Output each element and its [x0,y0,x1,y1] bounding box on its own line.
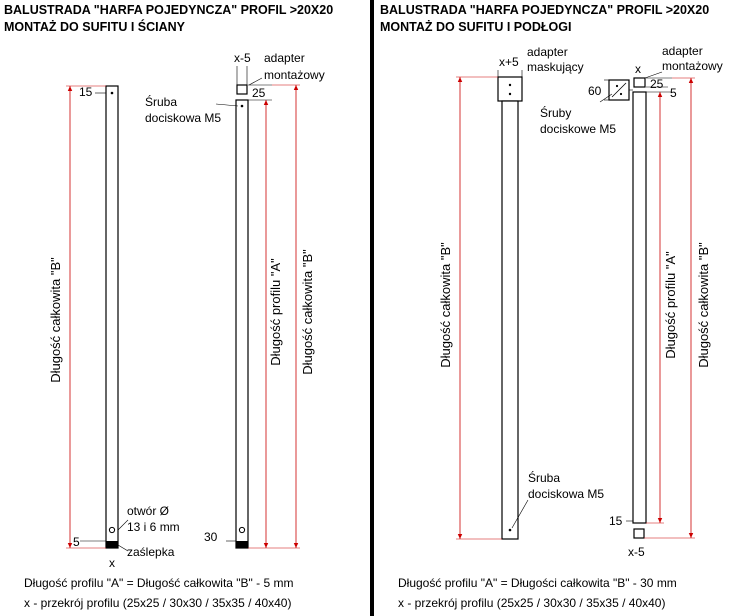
right-dim-25: 25 [650,77,664,91]
right-label-sruby-1: Śruby [540,106,572,120]
right-side-screw-2 [620,93,622,95]
right-label-adapter-1: adapter [662,44,703,58]
left-profile-2-body [236,100,248,548]
left-profile-1-body [106,86,118,548]
right-notes [398,573,677,613]
right-label-dlugosc-b: Długość całkowita "B" [438,242,453,368]
right-label-x: x [635,62,641,76]
left-label-dlugosc-b2: Długość całkowita "B" [300,249,315,375]
right-profile-2-body [633,92,646,523]
right-masking-adapter-icon [498,77,522,101]
left-label-zaslepka: zaślepka [127,545,175,559]
right-title-line2: MONTAŻ DO SUFITU I PODŁOGI [380,20,572,34]
right-dim-15: 15 [609,514,623,528]
left-dim-25: 25 [252,86,266,100]
right-masking-screw-1 [509,84,511,86]
left-label-dlugosc-b: Długość całkowita "B" [48,257,63,383]
right-label-sruba-2: dociskowa M5 [528,487,605,501]
left-dim-5: 5 [73,535,80,549]
left-label-sruba-2: dociskowa M5 [145,111,222,125]
left-end-cap-2-icon [236,541,248,548]
right-title-line1: BALUSTRADA "HARFA POJEDYNCZA" PROFIL >20X20 [380,3,710,17]
right-label-x-minus-5: x-5 [628,545,645,559]
right-label-dlugosc-b2: Długość całkowita "B" [696,242,711,368]
left-label-profil-a: Długość profilu "A" [268,258,283,366]
left-profile-1-top-dot [111,92,114,95]
left-profile-2 [236,85,248,548]
left-label-otwor-1: otwór Ø [127,504,170,518]
right-profile-1-body [502,101,518,539]
right-label-sruby-2: dociskowe M5 [540,122,617,136]
left-profile-1 [106,86,118,548]
right-label-adapter-mask-1: adapter [527,45,568,59]
right-note-line2: x - przekrój profilu (25x25 / 30x30 / 35x35 / 40x40) [398,596,666,610]
right-label-adapter-2: montażowy [662,59,723,73]
left-hole-icon [109,527,114,532]
right-profile-1 [498,77,522,539]
left-adapter-icon [237,85,247,94]
left-hole-2-icon [239,527,244,532]
right-bottom-screw-icon [509,529,512,532]
left-title-line2: MONTAŻ DO SUFITU I ŚCIANY [4,20,186,34]
left-note-line1: Długość profilu "A" = Długość całkowita "B" - 5 mm [24,576,294,590]
right-label-adapter-mask-2: maskujący [527,60,584,74]
left-dim-30: 30 [204,530,218,544]
right-dim-5: 5 [670,86,677,100]
right-bottom-adapter-icon [634,529,644,538]
right-label-sruba-1: Śruba [528,471,561,485]
left-label-adapter-2: montażowy [264,68,325,82]
left-label-x: x [109,556,115,570]
left-leader-screw [216,104,238,106]
left-title-line1: BALUSTRADA "HARFA POJEDYNCZA" PROFIL >20X20 [4,3,334,17]
right-top-adapter-icon [634,78,645,87]
left-label-adapter-1: adapter [264,51,305,65]
left-label-otwor-2: 13 i 6 mm [127,520,180,534]
right-label-x-plus-5: x+5 [499,55,519,69]
left-label-sruba-1: Śruba [145,95,178,109]
left-label-x-minus-5: x-5 [234,51,251,65]
right-masking-screw-2 [509,93,511,95]
right-note-line1: Długość profilu "A" = Długości całkowita "B" - 30 mm [398,576,677,590]
left-leader-adapter [249,78,262,85]
right-profile-2 [609,78,646,538]
left-screw-icon [241,105,244,108]
left-notes [24,573,293,613]
right-dim-60: 60 [588,84,602,98]
left-dim-15: 15 [79,85,93,99]
right-side-screw-1 [616,85,618,87]
left-note-line2: x - przekrój profilu (25x25 / 30x30 / 35x35 / 40x40) [24,596,292,610]
right-label-profil-a: Długość profilu "A" [663,251,678,359]
left-end-cap-icon [106,541,118,548]
